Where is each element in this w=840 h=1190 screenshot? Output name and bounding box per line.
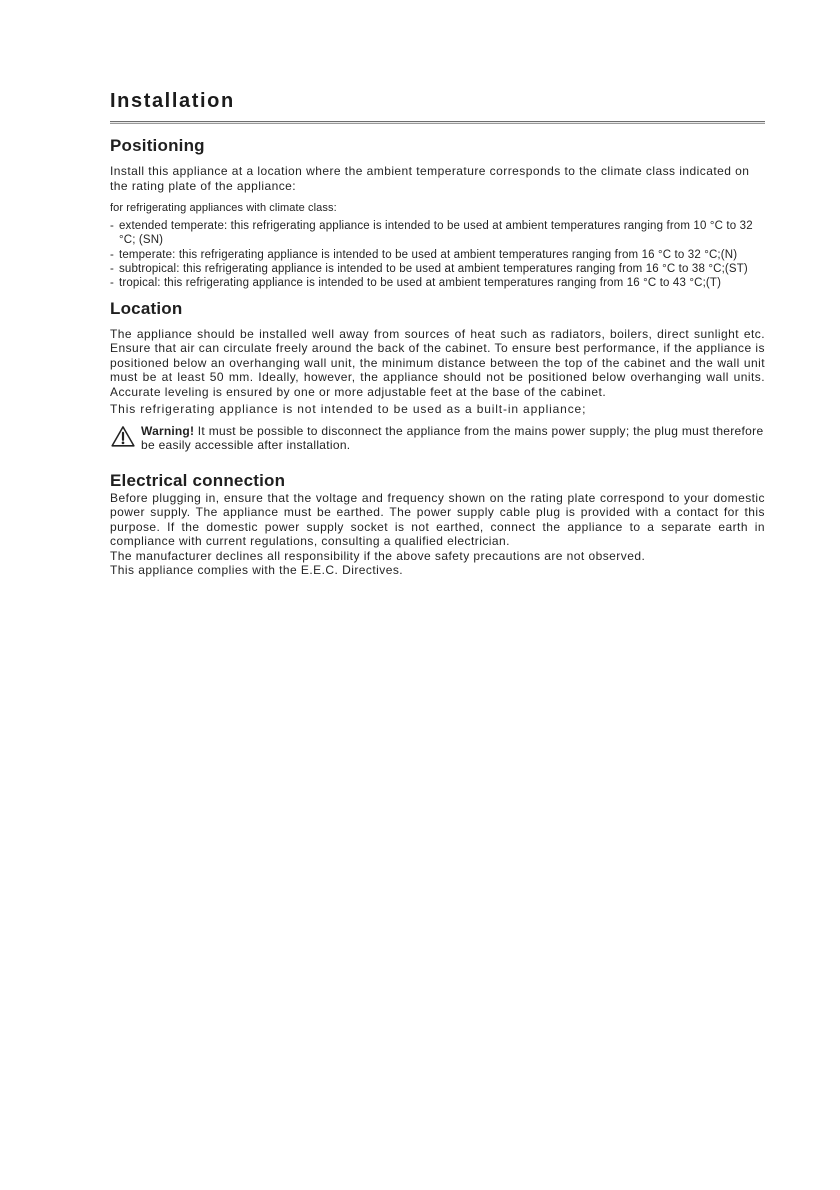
location-body: The appliance should be installed well away from sources of heat such as radiators, boilers, direct sunlight etc. Ensure that air can circulate freely around the back of the cabinet. To ensure best performance, if the appliance is positioned below an overhanging wall unit, the minimum distance between the top of the cabinet and the wall unit must be at least 50 mm. Ideally, however, the appliance should not be positioned below overhanging wall units. Accurate leveling is ensured by one or more adjustable feet at the base of the cabinet. — [110, 326, 765, 399]
list-item-text: extended temperate: this refrigerating appliance is intended to be used at ambient temperatures ranging from 10 °C to 32 °C; (SN) — [119, 220, 753, 247]
list-bullet: - — [110, 262, 114, 275]
list-bullet: - — [110, 277, 114, 290]
warning-label: Warning! — [141, 423, 195, 438]
page-content — [110, 0, 765, 578]
warning-triangle-icon — [110, 425, 136, 448]
warning-block — [110, 424, 765, 453]
electrical-body: Before plugging in, ensure that the voltage and frequency shown on the rating plate correspond to your domestic power supply. The appliance must be earthed. The power supply cable plug is provided with a contact for this purpose. If the domestic power supply socket is not earthed, connect the appliance to a separate earth in compliance with current regulations, consulting a qualified electrician. — [110, 490, 765, 549]
list-item-text: temperate: this refrigerating appliance is intended to be used at ambient temperatures ranging from 16 °C to 32 °C;(N) — [119, 248, 738, 261]
built-in-note: This refrigerating appliance is not intended to be used as a built-in appliance; — [110, 402, 587, 417]
title-divider — [110, 121, 765, 124]
list-bullet: - — [110, 248, 114, 261]
climate-class-list-intro: for refrigerating appliances with climate class: — [110, 202, 337, 215]
list-item — [110, 262, 765, 276]
positioning-intro: Install this appliance at a location where the ambient temperature corresponds to the climate class indicated on the rating plate of the appliance: — [110, 164, 750, 193]
electrical-note-1: The manufacturer declines all responsibility if the above safety precautions are not observed. — [110, 548, 646, 563]
list-item-text: tropical: this refrigerating appliance is intended to be used at ambient temperatures ranging from 16 °C to 43 °C;(T) — [119, 277, 722, 290]
warning-text: It must be possible to disconnect the appliance from the mains power supply; the plug must therefore be easily accessible after installation. — [141, 423, 764, 453]
list-bullet: - — [110, 220, 114, 233]
page-title: Installation — [110, 90, 235, 112]
section-heading-positioning: Positioning — [110, 136, 205, 155]
list-item-text: subtropical: this refrigerating appliance is intended to be used at ambient temperatures ranging from 16 °C to 38 °C;(ST) — [119, 262, 748, 275]
climate-class-list — [110, 219, 765, 290]
list-item — [110, 219, 765, 247]
electrical-note-2: This appliance complies with the E.E.C. Directives. — [110, 563, 404, 578]
section-heading-location: Location — [110, 299, 183, 319]
list-item — [110, 276, 765, 290]
section-heading-electrical: Electrical connection — [110, 470, 286, 490]
list-item — [110, 248, 765, 262]
